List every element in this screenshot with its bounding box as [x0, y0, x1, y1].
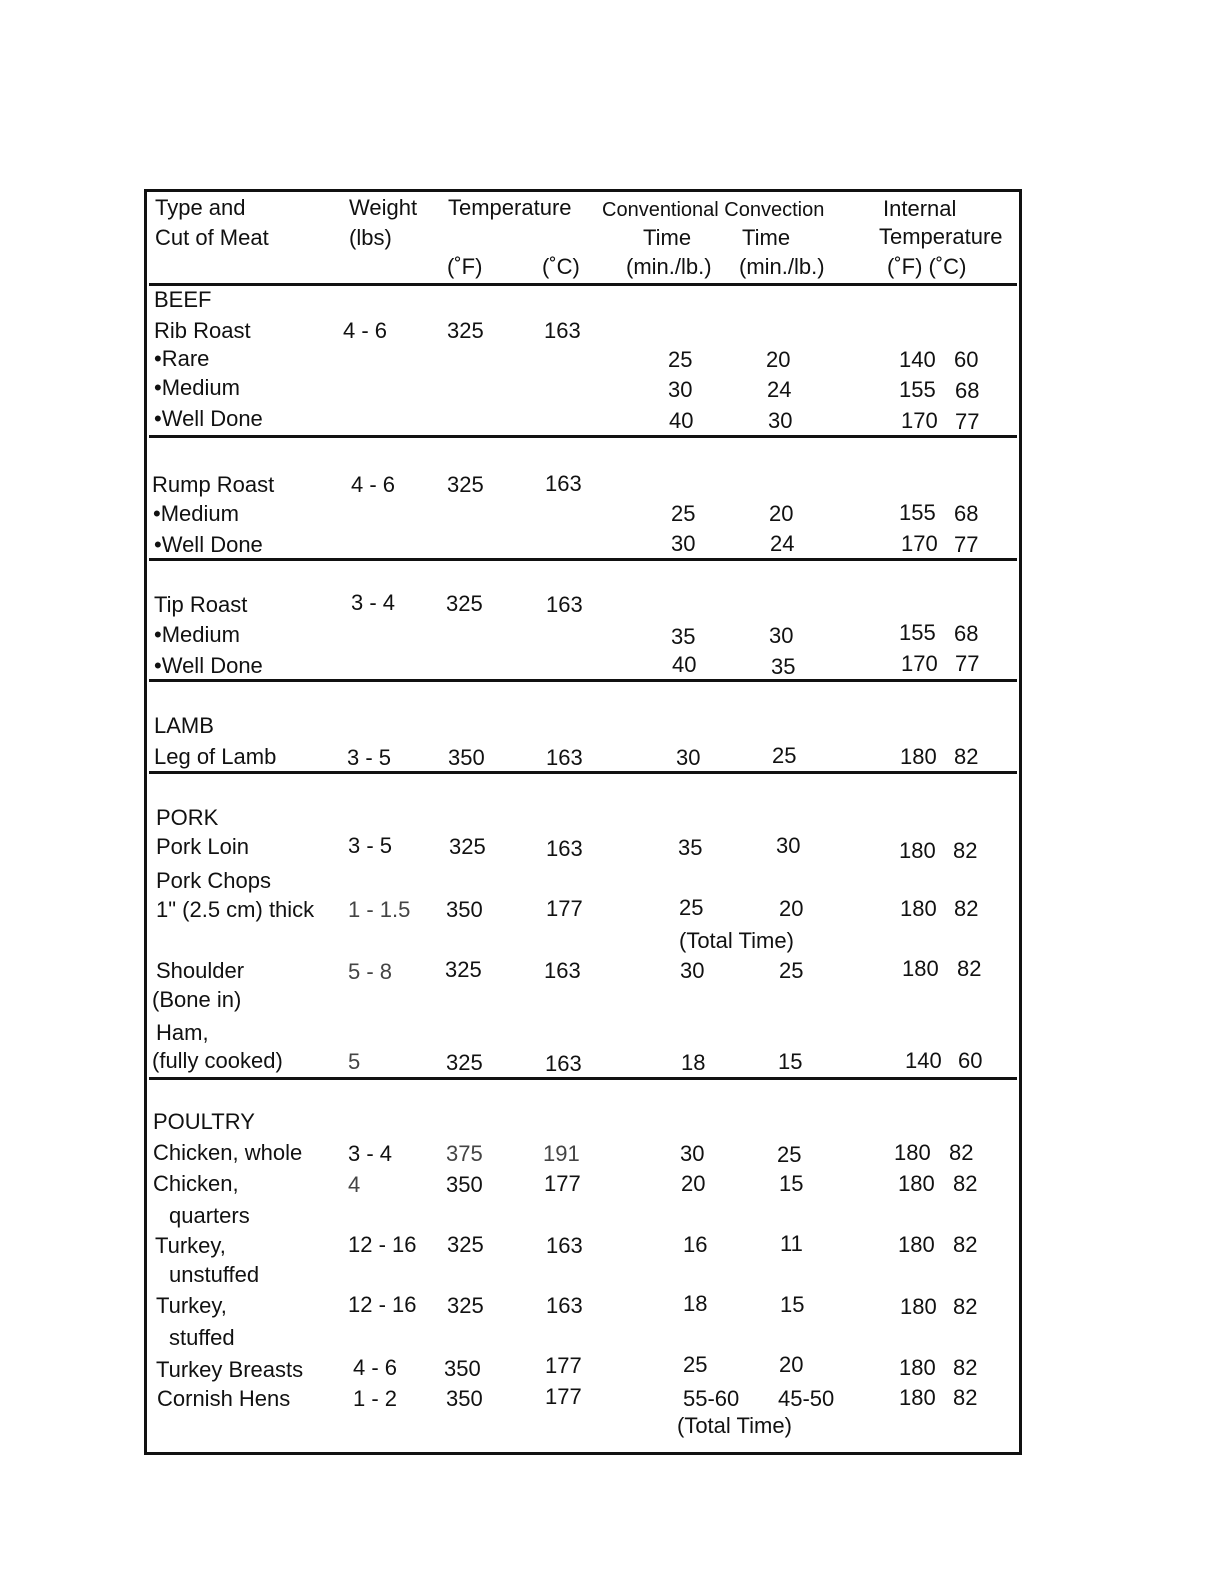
header-type-cut-line2: Cut of Meat [155, 225, 269, 250]
cut-name: Shoulder [156, 958, 245, 983]
cut-name-detail: (fully cooked) [152, 1048, 283, 1073]
temp-c-value: 177 [546, 896, 583, 921]
internal-c-value: 82 [953, 1385, 978, 1410]
internal-f-value: 180 [900, 744, 937, 769]
temp-c-value: 163 [546, 1293, 583, 1318]
internal-f-value: 180 [899, 1385, 936, 1410]
convec-time-value: 11 [780, 1231, 803, 1256]
weight-value: 1 - 1.5 [348, 897, 411, 922]
cut-name: Rib Roast [154, 318, 251, 343]
conv-time-value: 30 [671, 531, 696, 556]
header-convec-unit: (min./lb.) [739, 254, 825, 279]
internal-c-value: 82 [954, 896, 979, 921]
internal-f-value: 170 [901, 531, 938, 556]
weight-value: 12 - 16 [348, 1292, 417, 1317]
internal-f-value: 180 [902, 956, 939, 981]
internal-f-value: 180 [898, 1232, 935, 1257]
cut-name-detail: 1" (2.5 cm) thick [156, 897, 315, 922]
cut-name-detail: quarters [169, 1203, 250, 1228]
convec-time-value: 24 [770, 531, 795, 556]
convec-time-value: 30 [769, 623, 794, 648]
cut-name: Pork Loin [156, 834, 249, 859]
weight-value: 5 - 8 [348, 959, 393, 984]
internal-f-value: 155 [899, 377, 936, 402]
conv-time-value: 30 [676, 745, 701, 770]
cut-name: Pork Chops [156, 868, 271, 893]
conv-time-value: 30 [680, 958, 705, 983]
doneness-name: •Medium [154, 622, 240, 647]
header-weight-line2: (lbs) [349, 225, 392, 250]
section-label-pork: PORK [156, 805, 219, 830]
cut-name-detail: unstuffed [169, 1262, 260, 1287]
weight-value: 3 - 4 [348, 1141, 393, 1166]
conv-time-value: 25 [671, 501, 696, 526]
convec-time-value: 15 [780, 1292, 805, 1317]
temp-c-value: 163 [546, 1233, 583, 1258]
header-temperature: Temperature [448, 195, 572, 220]
doneness-name: •Well Done [154, 532, 263, 557]
header-type-cut-line1: Type and [155, 195, 246, 220]
internal-c-value: 77 [954, 532, 979, 557]
conv-time-value: 35 [671, 624, 696, 649]
temp-f-value: 350 [444, 1356, 481, 1381]
cut-name: Chicken, whole [153, 1140, 303, 1165]
temp-c-value: 163 [545, 1051, 582, 1076]
weight-value: 3 - 4 [351, 590, 396, 615]
temp-f-value: 325 [447, 318, 484, 343]
internal-c-value: 82 [953, 1232, 978, 1257]
internal-c-value: 82 [957, 956, 982, 981]
header-internal-line1: Internal [883, 196, 957, 221]
cut-name: Turkey Breasts [156, 1357, 304, 1382]
cut-name-detail: (Bone in) [152, 987, 242, 1012]
convec-time-value: 25 [772, 743, 797, 768]
temp-c-value: 163 [546, 745, 583, 770]
internal-c-value: 77 [955, 651, 980, 676]
internal-c-value: 82 [953, 1355, 978, 1380]
header-convec-time: Time [742, 225, 791, 250]
weight-value: 5 [348, 1049, 361, 1074]
conv-time-value: 16 [683, 1232, 708, 1257]
internal-f-value: 180 [900, 1294, 937, 1319]
section-label-lamb: LAMB [154, 713, 214, 738]
doneness-name: •Medium [153, 501, 239, 526]
temp-c-value: 163 [544, 958, 581, 983]
convec-time-value: 30 [776, 833, 801, 858]
header-conventional-convection: Conventional Convection [602, 199, 825, 221]
section-label-beef: BEEF [154, 287, 212, 312]
weight-value: 1 - 2 [353, 1386, 398, 1411]
temp-c-value: 163 [544, 318, 581, 343]
cut-name-detail: stuffed [169, 1325, 235, 1350]
section-divider [149, 558, 1017, 561]
internal-f-value: 140 [905, 1048, 942, 1073]
convec-time-value: 25 [777, 1142, 802, 1167]
internal-c-value: 82 [953, 838, 978, 863]
conv-time-value: 20 [681, 1171, 706, 1196]
internal-f-value: 180 [898, 1171, 935, 1196]
conv-time-value: 40 [672, 652, 697, 677]
cut-name: Turkey, [156, 1293, 227, 1318]
temp-c-value: 163 [546, 836, 583, 861]
header-temp-f: (˚F) [447, 254, 483, 279]
internal-c-value: 82 [953, 1294, 978, 1319]
cut-name: Turkey, [155, 1233, 226, 1258]
cut-name: Ham, [156, 1020, 209, 1045]
header-internal-units: (˚F) (˚C) [887, 254, 967, 279]
internal-f-value: 170 [901, 651, 938, 676]
internal-f-value: 155 [899, 500, 936, 525]
internal-c-value: 82 [949, 1140, 974, 1165]
internal-c-value: 60 [954, 347, 979, 372]
internal-c-value: 82 [953, 1171, 978, 1196]
temp-c-value: 177 [545, 1353, 582, 1378]
internal-c-value: 68 [954, 501, 979, 526]
internal-f-value: 170 [901, 408, 938, 433]
header-internal-line2: Temperature [879, 224, 1003, 249]
roasting-chart [144, 189, 1022, 1455]
conv-time-value: 18 [681, 1050, 706, 1075]
header-conv-time: Time [643, 225, 692, 250]
internal-f-value: 180 [899, 1355, 936, 1380]
doneness-name: •Well Done [154, 406, 263, 431]
temp-f-value: 350 [446, 1386, 483, 1411]
cut-name: Cornish Hens [157, 1386, 291, 1411]
total-time-note: (Total Time) [677, 1413, 792, 1438]
section-label-poultry: POULTRY [153, 1109, 255, 1134]
convec-time-value: 20 [779, 896, 804, 921]
convec-time-value: 24 [767, 377, 792, 402]
convec-time-value: 20 [779, 1352, 804, 1377]
weight-value: 3 - 5 [347, 745, 392, 770]
internal-f-value: 180 [899, 838, 936, 863]
temp-f-value: 350 [448, 745, 485, 770]
conv-time-value: 25 [679, 895, 704, 920]
cut-name: Leg of Lamb [154, 744, 277, 769]
temp-f-value: 325 [447, 1293, 484, 1318]
temp-f-value: 350 [446, 1172, 483, 1197]
section-divider [149, 679, 1017, 682]
conv-time-value: 35 [678, 835, 703, 860]
header-divider [149, 283, 1017, 286]
temp-f-value: 350 [446, 897, 483, 922]
weight-value: 4 - 6 [353, 1355, 398, 1380]
convec-time-value: 25 [779, 958, 804, 983]
temp-f-value: 325 [446, 591, 483, 616]
temp-f-value: 325 [449, 834, 486, 859]
internal-c-value: 77 [955, 409, 980, 434]
convec-time-value: 45-50 [778, 1386, 835, 1411]
section-divider [149, 435, 1017, 438]
doneness-name: •Rare [154, 346, 210, 371]
convec-time-value: 30 [768, 408, 793, 433]
header-weight-line1: Weight [349, 195, 418, 220]
weight-value: 3 - 5 [348, 833, 393, 858]
conv-time-value: 25 [683, 1352, 708, 1377]
temp-f-value: 325 [446, 1050, 483, 1075]
convec-time-value: 35 [771, 654, 796, 679]
section-divider [149, 771, 1017, 774]
weight-value: 4 [348, 1172, 361, 1197]
temp-c-value: 163 [545, 471, 582, 496]
doneness-name: •Medium [154, 375, 240, 400]
temp-f-value: 325 [445, 957, 482, 982]
temp-c-value: 163 [546, 592, 583, 617]
internal-c-value: 82 [954, 744, 979, 769]
temp-f-value: 325 [447, 472, 484, 497]
internal-c-value: 68 [955, 378, 980, 403]
conv-time-value: 18 [683, 1291, 708, 1316]
temp-c-value: 177 [544, 1171, 581, 1196]
conv-time-value: 40 [669, 408, 694, 433]
conv-time-value: 25 [668, 347, 693, 372]
conv-time-value: 30 [680, 1141, 705, 1166]
header-temp-c: (˚C) [542, 254, 580, 279]
cut-name: Rump Roast [152, 472, 275, 497]
cut-name: Tip Roast [154, 592, 248, 617]
weight-value: 4 - 6 [351, 472, 396, 497]
total-time-note: (Total Time) [679, 928, 794, 953]
weight-value: 4 - 6 [343, 318, 388, 343]
temp-f-value: 375 [446, 1141, 483, 1166]
internal-c-value: 68 [954, 621, 979, 646]
temp-f-value: 325 [447, 1232, 484, 1257]
convec-time-value: 15 [778, 1049, 803, 1074]
convec-time-value: 15 [779, 1171, 804, 1196]
convec-time-value: 20 [769, 501, 794, 526]
conv-time-value: 55-60 [683, 1386, 740, 1411]
weight-value: 12 - 16 [348, 1232, 417, 1257]
temp-c-value: 191 [543, 1141, 580, 1166]
convec-time-value: 20 [766, 347, 791, 372]
internal-c-value: 60 [958, 1048, 983, 1073]
internal-f-value: 180 [900, 896, 937, 921]
header-conv-unit: (min./lb.) [626, 254, 712, 279]
internal-f-value: 180 [894, 1140, 931, 1165]
cut-name: Chicken, [153, 1171, 239, 1196]
internal-f-value: 155 [899, 620, 936, 645]
temp-c-value: 177 [545, 1384, 582, 1409]
section-divider [149, 1077, 1017, 1080]
internal-f-value: 140 [899, 347, 936, 372]
doneness-name: •Well Done [154, 653, 263, 678]
conv-time-value: 30 [668, 377, 693, 402]
